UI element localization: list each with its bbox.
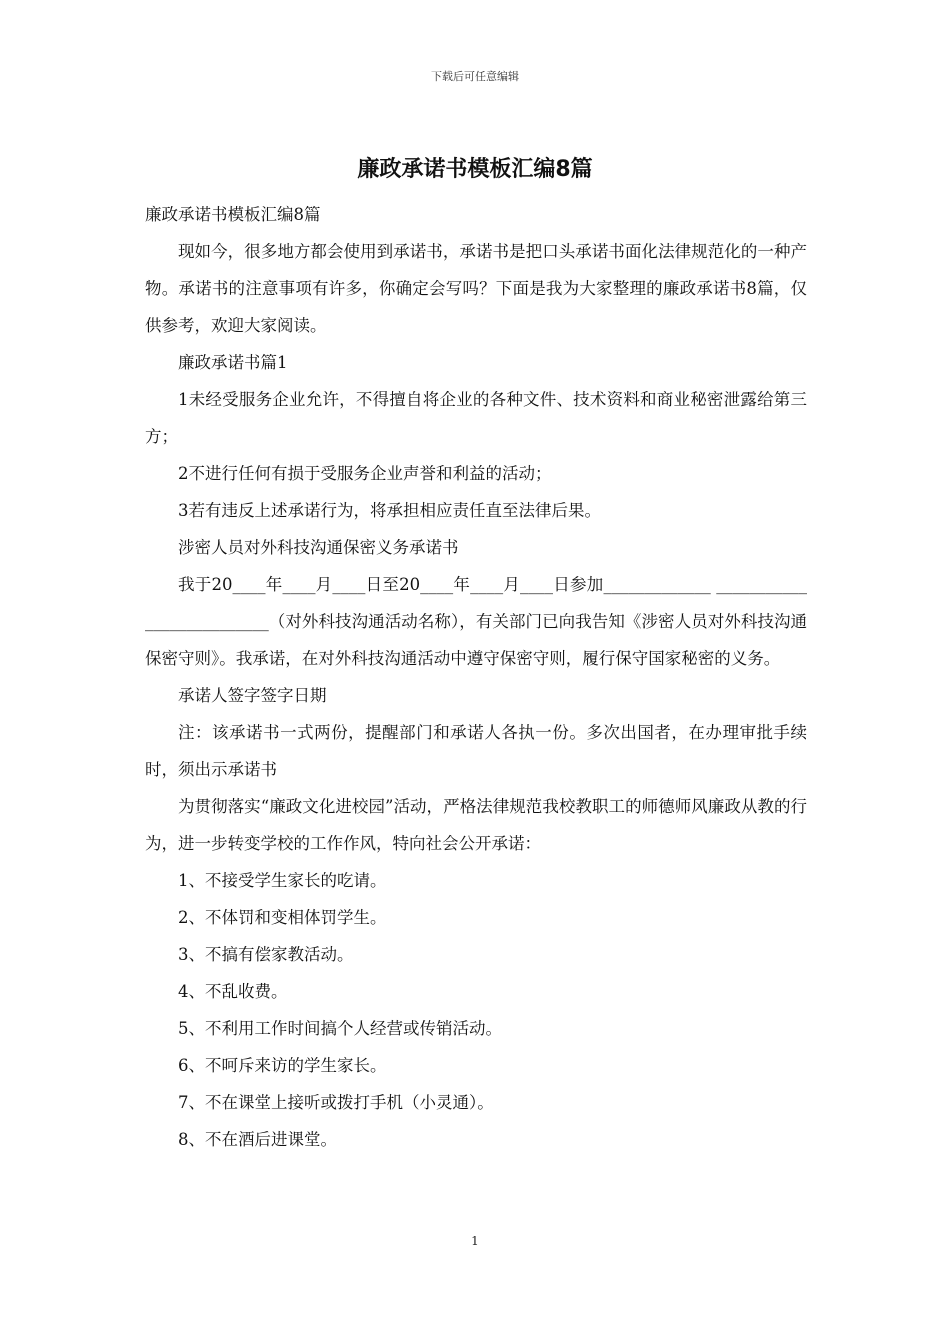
paragraph-school-pledge: 为贯彻落实“廉政文化进校园”活动，严格法律规范我校教职工的师德师风廉政从教的行为，进一步转变学校的工作作风，特向社会公开承诺： <box>145 797 807 853</box>
list-item: 5、不利用工作时间搞个人经营或传销活动。 <box>178 1019 502 1038</box>
paragraph-item: 2不进行任何有损于受服务企业声誉和利益的活动； <box>178 464 552 483</box>
paragraph-signature-line: 承诺人签字签字日期 <box>178 686 327 705</box>
list-item: 7、不在课堂上接听或拨打手机（小灵通）。 <box>178 1093 494 1112</box>
paragraph-section-heading: 涉密人员对外科技沟通保密义务承诺书 <box>178 538 459 557</box>
document-body <box>145 196 807 1158</box>
document-title: 廉政承诺书模板汇编8篇 <box>357 157 593 182</box>
list-item: 8、不在酒后进课堂。 <box>178 1130 337 1149</box>
paragraph-intro: 现如今，很多地方都会使用到承诺书，承诺书是把口头承诺书面化法律规范化的一种产物。承诺书的注意事项有许多，你确定会写吗？下面是我为大家整理的廉政承诺书8篇，仅供参考，欢迎大家阅读。 <box>145 242 807 335</box>
list-item: 4、不乱收费。 <box>178 982 288 1001</box>
paragraph-pledge-body: 我于20____年____月____日至20____年____月____日参加_____________ __________________________（对外科技沟通活动名称），有关部门已向我告知《涉密人员对外科技沟通保密守则》。我承诺，在对外科技沟通活动中遵守保密守则，履行保守国家秘密的义务。 <box>145 575 807 668</box>
list-item: 3、不搞有偿家教活动。 <box>178 945 354 964</box>
page-number: 1 <box>471 1234 479 1248</box>
paragraph-item: 1未经受服务企业允许，不得擅自将企业的各种文件、技术资料和商业秘密泄露给第三方； <box>145 390 807 446</box>
paragraph-section-heading: 廉政承诺书篇1 <box>178 353 288 372</box>
paragraph-item: 3若有违反上述承诺行为，将承担相应责任直至法律后果。 <box>178 501 601 520</box>
list-item: 1、不接受学生家长的吃请。 <box>178 871 387 890</box>
list-item: 6、不呵斥来访的学生家长。 <box>178 1056 387 1075</box>
list-item: 2、不体罚和变相体罚学生。 <box>178 908 387 927</box>
paragraph-note: 注：该承诺书一式两份，提醒部门和承诺人各执一份。多次出国者，在办理审批手续时，须出示承诺书 <box>145 723 807 779</box>
paragraph-subtitle: 廉政承诺书模板汇编8篇 <box>145 205 321 224</box>
header-note: 下载后可任意编辑 <box>431 70 519 83</box>
